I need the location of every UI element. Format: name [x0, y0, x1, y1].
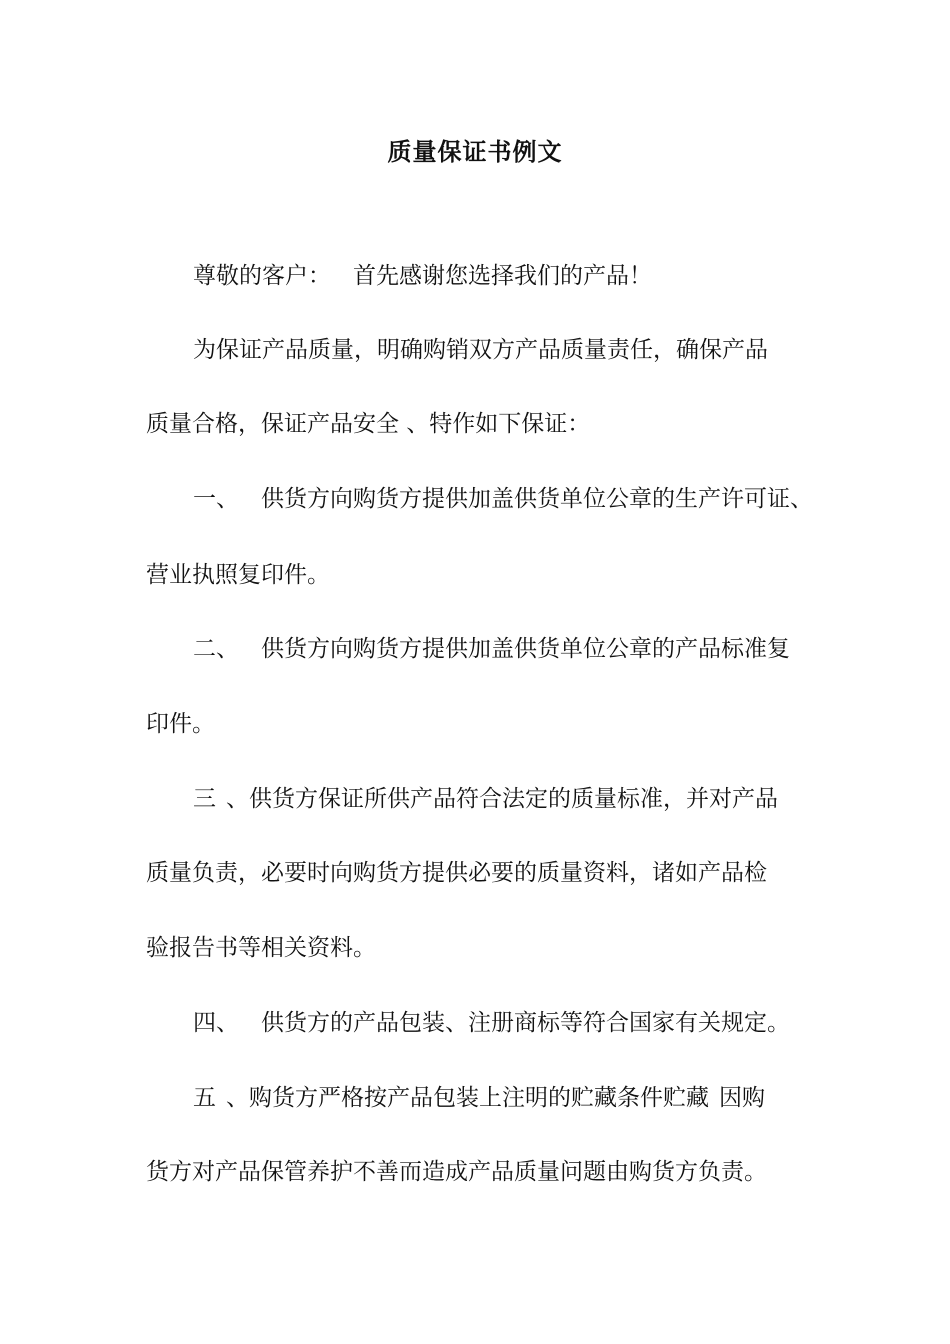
item2-number: 二、 — [193, 636, 239, 662]
greeting-thanks: 首先感谢您选择我们的产品！ — [353, 263, 652, 289]
greeting-salutation: 尊敬的客户： — [193, 263, 331, 289]
item2-text-1: 供货方向购货方提供加盖供货单位公章的产品标准复 — [261, 636, 790, 662]
intro-line-2: 质量合格，保证产品安全 、特作如下保证： — [146, 411, 591, 437]
item3-line-3: 验报告书等相关资料。 — [146, 935, 376, 961]
item4-text-1: 供货方的产品包装、注册商标等符合国家有关规定。 — [261, 1010, 790, 1036]
item1-line-1 — [193, 479, 813, 519]
item4-number: 四、 — [193, 1010, 239, 1036]
item1-line-2: 营业执照复印件。 — [146, 562, 330, 588]
item3-line-2: 质量负责，必要时向购货方提供必要的质量资料，诸如产品检 — [146, 860, 767, 886]
item2-line-1 — [193, 629, 790, 669]
item5-number: 五 — [193, 1085, 216, 1111]
item5-text-1b: 因购 — [719, 1085, 765, 1111]
greeting-line — [193, 256, 652, 296]
item1-text-1: 供货方向购货方提供加盖供货单位公章的生产许可证、 — [261, 486, 813, 512]
item5-text-1: 、购货方严格按产品包装上注明的贮藏条件贮藏 — [226, 1085, 709, 1111]
document-title: 质量保证书例文 — [387, 137, 563, 166]
item5-line-1 — [193, 1078, 765, 1118]
item3-number: 三 — [193, 786, 216, 812]
item3-line-1 — [193, 779, 778, 819]
item3-text-1: 、供货方保证所供产品符合法定的质量标准，并对产品 — [226, 786, 778, 812]
item2-line-2: 印件。 — [146, 711, 215, 737]
item1-number: 一、 — [193, 486, 239, 512]
item4-line-1 — [193, 1003, 790, 1043]
intro-line-1: 为保证产品质量，明确购销双方产品质量责任，确保产品 — [193, 337, 768, 363]
item5-line-2: 货方对产品保管养护不善而造成产品质量问题由购货方负责。 — [146, 1159, 767, 1185]
